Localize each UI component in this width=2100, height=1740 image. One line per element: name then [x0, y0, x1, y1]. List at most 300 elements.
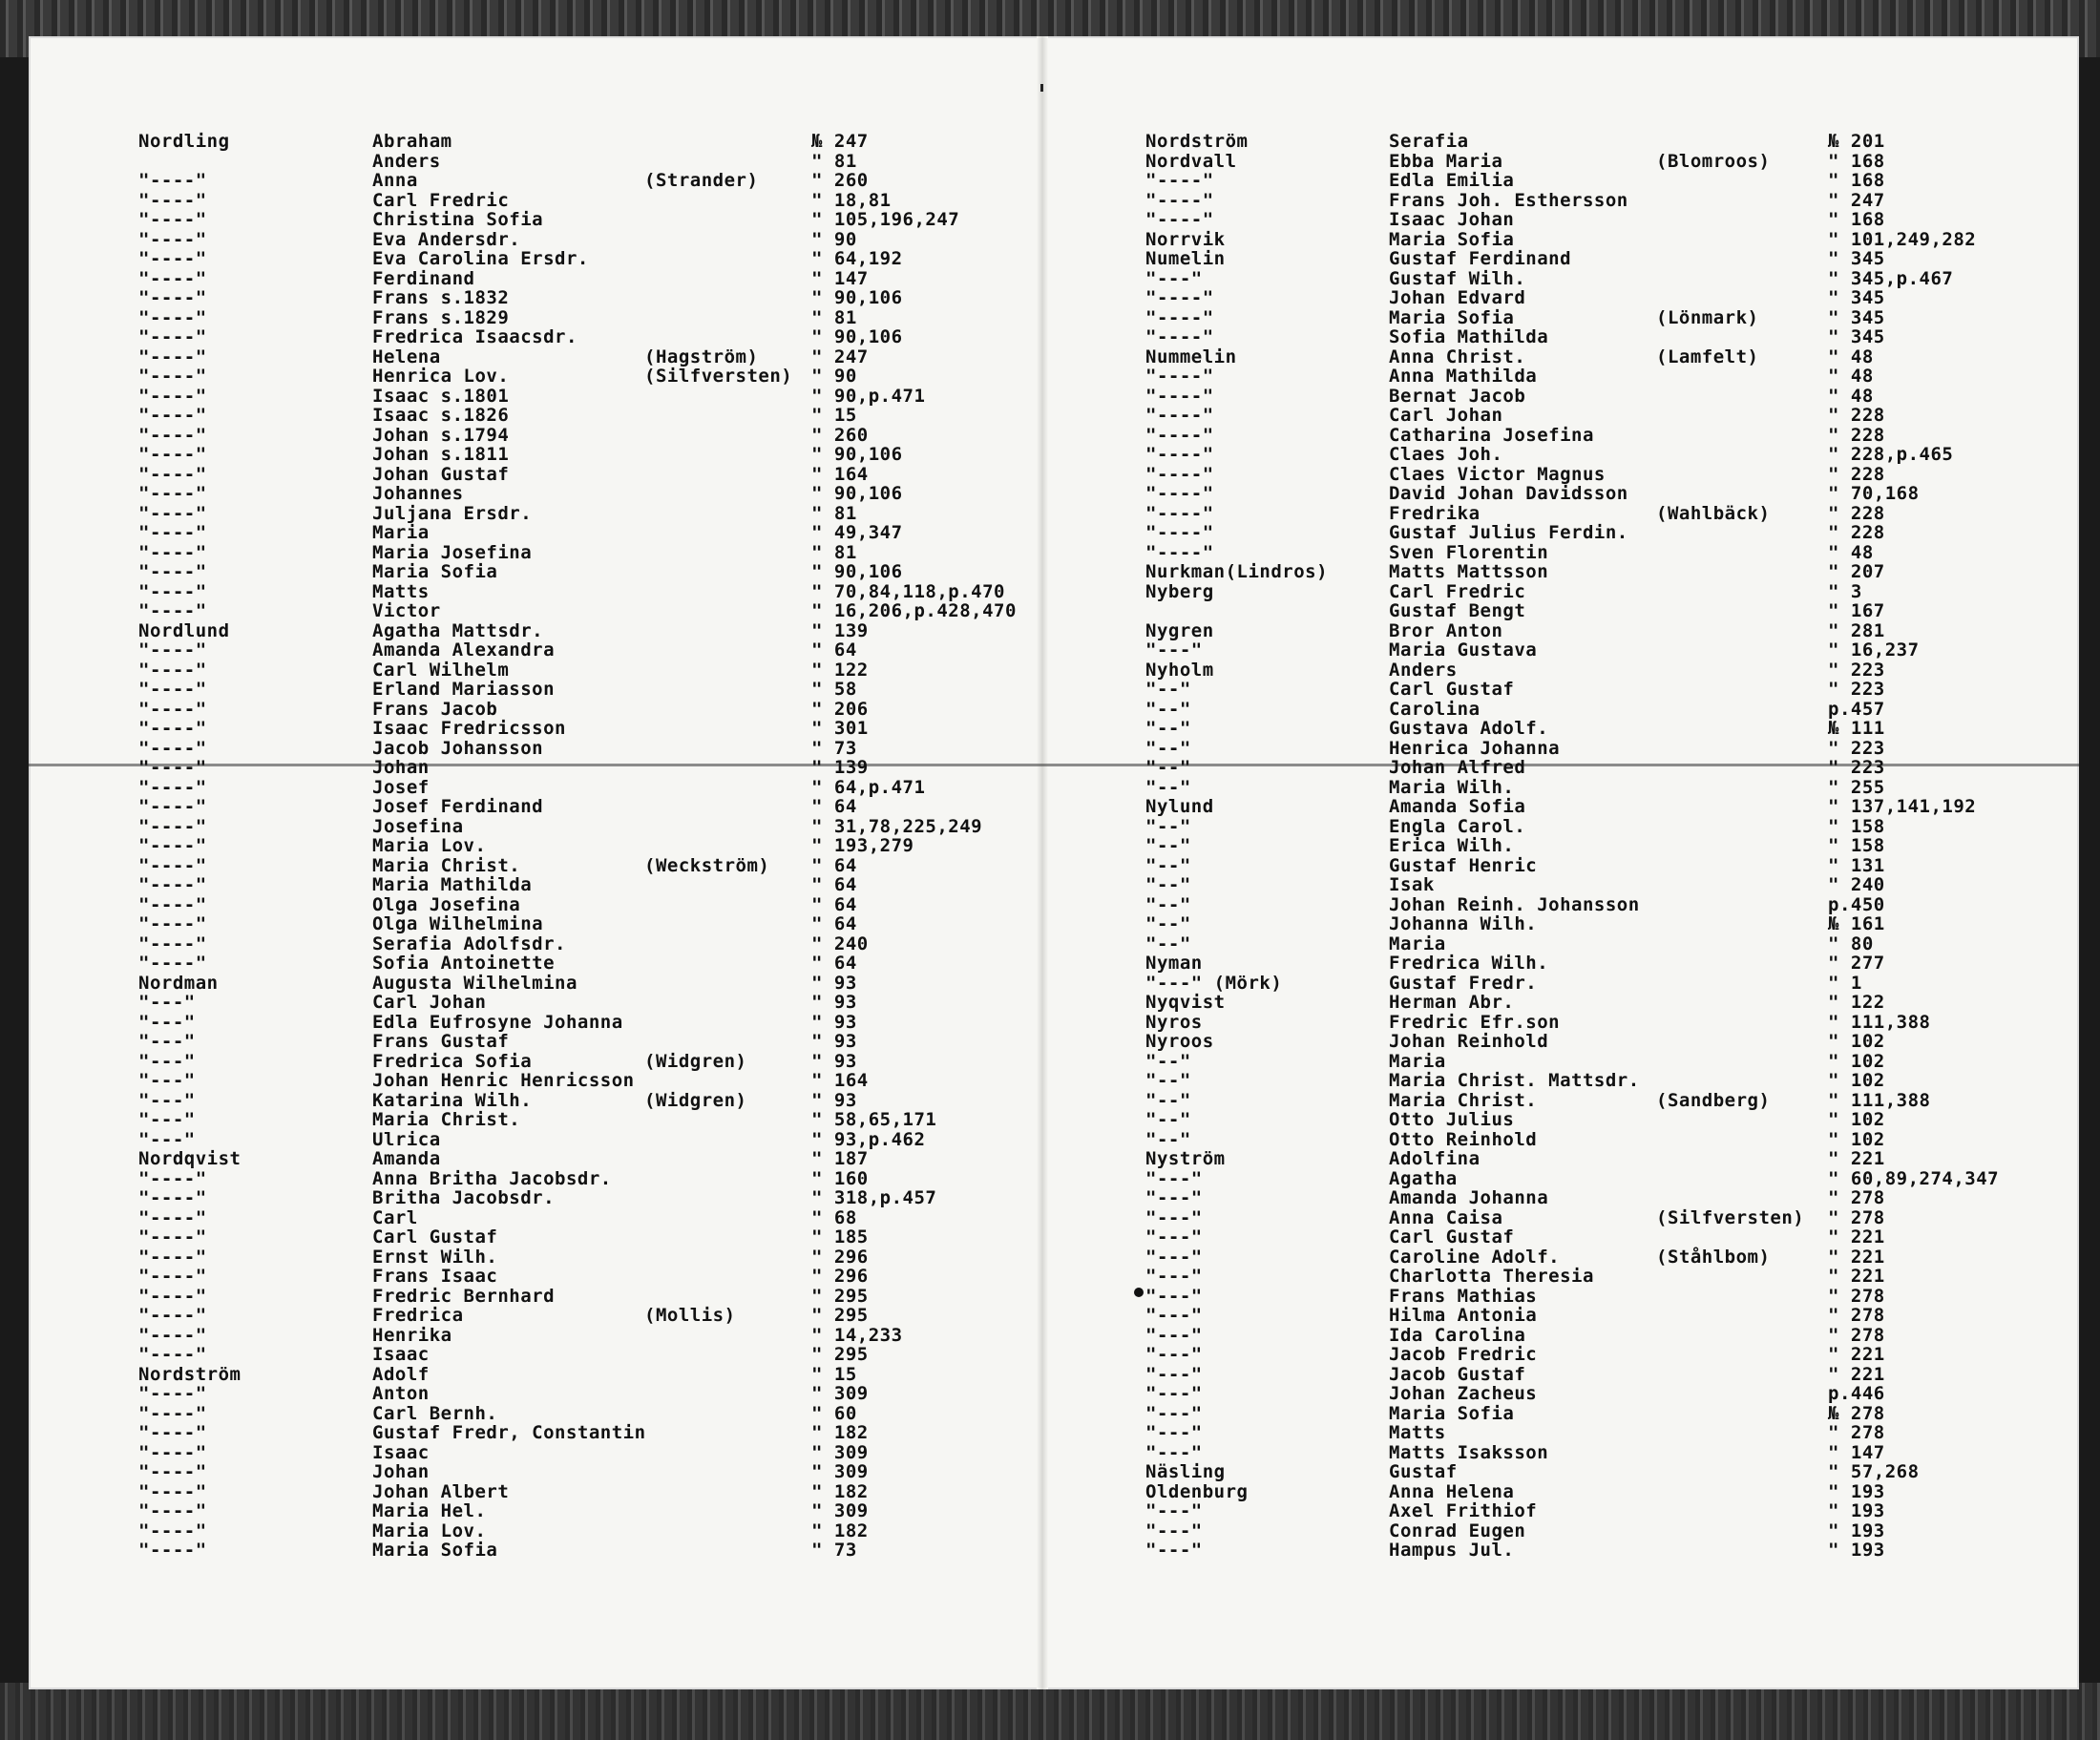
- index-entry: [138, 504, 1055, 524]
- given-name: Sven Florentin: [1389, 541, 1549, 563]
- punch-mark: [1040, 84, 1043, 92]
- surname: "--": [1145, 1128, 1191, 1150]
- page-reference: " 318,p.457: [811, 1187, 937, 1208]
- surname: "----": [138, 1441, 207, 1463]
- right-index-column: [1145, 132, 2062, 1561]
- index-entry: [138, 1169, 1055, 1189]
- surname: "--": [1145, 854, 1191, 876]
- index-entry: [138, 914, 1055, 934]
- page-reference: p.446: [1828, 1383, 1885, 1404]
- index-entry: [1145, 406, 2062, 426]
- surname: "----": [138, 835, 207, 856]
- surname: "---": [1145, 1305, 1203, 1326]
- given-name: Erica Wilh.: [1389, 835, 1515, 856]
- index-entry: [1145, 152, 2062, 172]
- page-reference: " 164: [811, 463, 869, 485]
- given-name: Gustava Adolf.: [1389, 718, 1549, 739]
- page-reference: " 48: [1828, 385, 1874, 407]
- surname: "----": [138, 424, 207, 446]
- maiden-name-note: (Weckström): [644, 854, 770, 876]
- index-entry: [1145, 1404, 2062, 1424]
- given-name: Jacob Johansson: [372, 737, 544, 759]
- surname: Nordvall: [1145, 150, 1237, 172]
- surname: "----": [1145, 522, 1214, 543]
- index-entry: [1145, 836, 2062, 856]
- index-entry: [138, 660, 1055, 681]
- index-entry: [1145, 758, 2062, 778]
- given-name: Maria Sofia: [1389, 1402, 1515, 1424]
- surname: "----": [138, 502, 207, 524]
- index-entry: [1145, 1345, 2062, 1365]
- index-entry: [1145, 954, 2062, 974]
- given-name: Agatha: [1389, 1167, 1458, 1189]
- index-entry: [138, 191, 1055, 211]
- surname: "--": [1145, 933, 1191, 954]
- surname: Nordling: [138, 131, 230, 152]
- given-name: Maria Christ.: [372, 854, 521, 876]
- surname: "--": [1145, 1089, 1191, 1111]
- given-name: Johan Gustaf: [372, 463, 510, 485]
- index-entry: [1145, 1013, 2062, 1033]
- given-name: Johan Reinhold: [1389, 1031, 1549, 1052]
- given-name: Isaac Fredricsson: [372, 718, 566, 739]
- index-entry: [1145, 308, 2062, 328]
- given-name: Henrika: [372, 1324, 452, 1346]
- page-reference: " 102: [1828, 1109, 1885, 1130]
- page-reference: " 73: [811, 1540, 857, 1561]
- surname: "----": [1145, 483, 1214, 504]
- surname: Nyström: [1145, 1148, 1226, 1169]
- given-name: Maria Gustava: [1389, 639, 1538, 660]
- surname: "----": [1145, 444, 1214, 465]
- page-reference: " 221: [1828, 1266, 1885, 1287]
- surname: "--": [1145, 1050, 1191, 1072]
- surname: "---": [1145, 1520, 1203, 1541]
- index-entry: [1145, 1130, 2062, 1150]
- index-entry: [138, 1541, 1055, 1561]
- page-reference: " 345: [1828, 248, 1885, 269]
- surname: "--": [1145, 1070, 1191, 1091]
- page-reference: " 221: [1828, 1344, 1885, 1365]
- maiden-name-note: (Wahlbäck): [1656, 502, 1771, 524]
- page-reference: " 185: [811, 1226, 869, 1247]
- page-reference: " 122: [1828, 992, 1885, 1013]
- page-reference: " 296: [811, 1266, 869, 1287]
- index-entry: [138, 1482, 1055, 1502]
- given-name: Carl: [372, 1206, 418, 1228]
- surname: "---": [1145, 1363, 1203, 1385]
- page-reference: " 64: [811, 854, 857, 876]
- given-name: Johanna Wilh.: [1389, 913, 1538, 934]
- index-entry: [138, 269, 1055, 289]
- given-name: Serafia Adolfsdr.: [372, 933, 566, 954]
- page-reference: " 247: [1828, 189, 1885, 211]
- index-entry: [1145, 934, 2062, 954]
- index-entry: [1145, 1541, 2062, 1561]
- index-entry: [1145, 974, 2062, 994]
- index-entry: [138, 1013, 1055, 1033]
- index-entry: [1145, 347, 2062, 367]
- index-entry: [1145, 1110, 2062, 1130]
- surname: "---" (Mörk): [1145, 972, 1283, 994]
- page-reference: " 64: [811, 796, 857, 817]
- index-entry: [138, 171, 1055, 191]
- surname: "----": [138, 1344, 207, 1365]
- given-name: Matts Isaksson: [1389, 1441, 1549, 1463]
- page-reference: " 277: [1828, 953, 1885, 974]
- index-page: [29, 36, 2079, 1689]
- page-reference: " 64: [811, 639, 857, 660]
- given-name: Amanda: [372, 1148, 441, 1169]
- surname: Nyroos: [1145, 1031, 1214, 1052]
- given-name: Gustaf: [1389, 1461, 1458, 1482]
- index-entry: [138, 993, 1055, 1013]
- surname: Nyqvist: [1145, 992, 1226, 1013]
- index-entry: [138, 484, 1055, 504]
- page-reference: " 64,192: [811, 248, 903, 269]
- index-entry: [138, 347, 1055, 367]
- index-entry: [1145, 778, 2062, 798]
- surname: "---": [1145, 1383, 1203, 1404]
- given-name: Eva Andersdr.: [372, 228, 521, 250]
- surname: "----": [138, 580, 207, 602]
- given-name: Fredrica Wilh.: [1389, 953, 1549, 974]
- surname: "----": [138, 366, 207, 387]
- index-entry: [1145, 191, 2062, 211]
- surname: "---": [1145, 1206, 1203, 1228]
- surname: "--": [1145, 913, 1191, 934]
- given-name: Isak: [1389, 874, 1435, 895]
- surname: "----": [138, 776, 207, 798]
- given-name: Isaac s.1826: [372, 405, 510, 426]
- index-entry: [138, 1032, 1055, 1052]
- page-reference: " 147: [1828, 1441, 1885, 1463]
- index-entry: [1145, 1188, 2062, 1208]
- index-entry: [138, 1423, 1055, 1443]
- given-name: Erland Mariasson: [372, 679, 556, 700]
- page-reference: " 90,106: [811, 326, 903, 347]
- page-reference: № 111: [1828, 718, 1885, 739]
- page-reference: " 102: [1828, 1050, 1885, 1072]
- given-name: Johan Henric Henricsson: [372, 1070, 635, 1091]
- given-name: Maria Mathilda: [372, 874, 533, 895]
- index-entry: [1145, 1384, 2062, 1404]
- page-reference: " 102: [1828, 1031, 1885, 1052]
- given-name: Helena: [372, 346, 441, 367]
- page-reference: " 193: [1828, 1500, 1885, 1521]
- index-entry: [1145, 993, 2062, 1013]
- given-name: Fredrika: [1389, 502, 1480, 524]
- page-reference: " 93: [811, 1031, 857, 1052]
- given-name: Gustaf Wilh.: [1389, 267, 1526, 289]
- page-reference: " 221: [1828, 1226, 1885, 1247]
- page-reference: " 168: [1828, 150, 1885, 172]
- page-reference: " 90,106: [811, 483, 903, 504]
- given-name: Fredric Bernhard: [372, 1285, 556, 1307]
- given-name: Maria: [372, 522, 430, 543]
- surname: "----": [138, 463, 207, 485]
- surname: "--": [1145, 874, 1191, 895]
- given-name: Carl Johan: [372, 992, 487, 1013]
- surname: "---": [1145, 1246, 1203, 1268]
- surname: "---": [1145, 1441, 1203, 1463]
- given-name: Otto Reinhold: [1389, 1128, 1538, 1150]
- surname: "----": [138, 679, 207, 700]
- index-entry: [138, 1326, 1055, 1346]
- index-entry: [138, 1052, 1055, 1072]
- given-name: Anders: [1389, 659, 1458, 681]
- surname: "----": [138, 444, 207, 465]
- index-entry: [138, 1130, 1055, 1150]
- index-entry: [138, 387, 1055, 407]
- surname: "----": [138, 1167, 207, 1189]
- surname: Numelin: [1145, 248, 1226, 269]
- index-entry: [138, 210, 1055, 230]
- surname: "---": [1145, 1402, 1203, 1424]
- page-reference: " 295: [811, 1285, 869, 1307]
- surname: "----": [138, 1266, 207, 1287]
- page-reference: " 345: [1828, 287, 1885, 308]
- page-reference: " 60,89,274,347: [1828, 1167, 2000, 1189]
- page-reference: " 278: [1828, 1285, 1885, 1307]
- given-name: Frans s.1832: [372, 287, 510, 308]
- page-reference: " 64,p.471: [811, 776, 926, 798]
- maiden-name-note: (Lönmark): [1656, 306, 1759, 328]
- maiden-name-note: (Blomroos): [1656, 150, 1771, 172]
- page-reference: " 255: [1828, 776, 1885, 798]
- surname: "--": [1145, 1109, 1191, 1130]
- surname: Nylund: [1145, 796, 1214, 817]
- page-reference: " 345: [1828, 306, 1885, 328]
- index-entry: [138, 1306, 1055, 1326]
- surname: Nordlund: [138, 619, 230, 641]
- index-entry: [1145, 582, 2062, 602]
- given-name: Adolfina: [1389, 1148, 1480, 1169]
- page-reference: " 16,237: [1828, 639, 1920, 660]
- given-name: Abraham: [372, 131, 452, 152]
- given-name: Ferdinand: [372, 267, 475, 289]
- index-entry: [138, 152, 1055, 172]
- surname: "----": [138, 1540, 207, 1561]
- page-reference: " 93: [811, 1011, 857, 1033]
- page-reference: " 228: [1828, 463, 1885, 485]
- surname: "----": [138, 796, 207, 817]
- left-index-column: [138, 132, 1055, 1561]
- index-entry: [1145, 640, 2062, 660]
- index-entry: [1145, 327, 2062, 347]
- given-name: Ebba Maria: [1389, 150, 1503, 172]
- given-name: Matts Mattsson: [1389, 561, 1549, 582]
- index-entry: [1145, 523, 2062, 543]
- index-entry: [1145, 1091, 2062, 1111]
- index-entry: [1145, 621, 2062, 641]
- surname: "----": [138, 326, 207, 347]
- surname: "----": [138, 893, 207, 915]
- given-name: Katarina Wilh.: [372, 1089, 533, 1111]
- index-entry: [138, 308, 1055, 328]
- index-entry: [138, 758, 1055, 778]
- surname: "----": [138, 1461, 207, 1482]
- index-entry: [1145, 171, 2062, 191]
- page-reference: " 240: [1828, 874, 1885, 895]
- page-reference: " 64: [811, 953, 857, 974]
- page-reference: " 15: [811, 405, 857, 426]
- surname: Nurkman(Lindros): [1145, 561, 1329, 582]
- page-reference: " 139: [811, 619, 869, 641]
- surname: Nummelin: [1145, 346, 1237, 367]
- page-reference: " 15: [811, 1363, 857, 1385]
- surname: "--": [1145, 815, 1191, 837]
- surname: "----": [138, 1480, 207, 1502]
- given-name: Fredrica Isaacsdr.: [372, 326, 578, 347]
- maiden-name-note: (Sandberg): [1656, 1089, 1771, 1111]
- surname: "----": [138, 1324, 207, 1346]
- surname: "----": [138, 737, 207, 759]
- given-name: Jacob Gustaf: [1389, 1363, 1526, 1385]
- given-name: Fredrica Sofia: [372, 1050, 533, 1072]
- index-entry: [138, 1462, 1055, 1482]
- page-reference: " 168: [1828, 209, 1885, 230]
- page-reference: " 158: [1828, 835, 1885, 856]
- index-entry: [1145, 601, 2062, 621]
- surname: "----": [138, 170, 207, 191]
- surname: Nygren: [1145, 619, 1214, 641]
- page-reference: " 296: [811, 1246, 869, 1268]
- surname: "----": [138, 385, 207, 407]
- index-entry: [1145, 1247, 2062, 1268]
- page-reference: " 122: [811, 659, 869, 681]
- index-entry: [1145, 367, 2062, 387]
- page-reference: " 223: [1828, 757, 1885, 778]
- index-entry: [1145, 1071, 2062, 1091]
- index-entry: [138, 1345, 1055, 1365]
- index-entry: [1145, 1306, 2062, 1326]
- given-name: Amanda Alexandra: [372, 639, 556, 660]
- given-name: Hampus Jul.: [1389, 1540, 1515, 1561]
- given-name: Frans Mathias: [1389, 1285, 1538, 1307]
- given-name: Agatha Mattsdr.: [372, 619, 544, 641]
- page-reference: " 111,388: [1828, 1011, 1931, 1033]
- index-entry: [1145, 660, 2062, 681]
- surname: "----": [138, 405, 207, 426]
- given-name: Anna Helena: [1389, 1480, 1515, 1502]
- given-name: Carl Fredric: [372, 189, 510, 211]
- surname: "--": [1145, 679, 1191, 700]
- page-reference: " 309: [811, 1500, 869, 1521]
- surname: "---": [138, 1070, 196, 1091]
- surname: Nyman: [1145, 953, 1203, 974]
- index-entry: [138, 836, 1055, 856]
- page-reference: " 16,206,p.428,470: [811, 600, 1017, 621]
- surname: Nyberg: [1145, 580, 1214, 602]
- surname: "----": [1145, 189, 1214, 211]
- page-reference: " 102: [1828, 1070, 1885, 1091]
- index-entry: [138, 249, 1055, 269]
- given-name: Carl Bernh.: [372, 1402, 498, 1424]
- surname: "---": [1145, 1226, 1203, 1247]
- ink-blot: [1134, 1288, 1144, 1297]
- page-reference: " 295: [811, 1305, 869, 1326]
- index-entry: [138, 621, 1055, 641]
- index-entry: [1145, 680, 2062, 700]
- given-name: Ulrica: [372, 1128, 441, 1150]
- surname: Nyros: [1145, 1011, 1203, 1033]
- given-name: Jacob Fredric: [1389, 1344, 1538, 1365]
- index-entry: [138, 1267, 1055, 1287]
- given-name: Olga Wilhelmina: [372, 913, 544, 934]
- surname: "----": [138, 1226, 207, 1247]
- page-reference: " 193: [1828, 1520, 1885, 1541]
- surname: "---": [138, 1128, 196, 1150]
- given-name: Olga Josefina: [372, 893, 521, 915]
- given-name: Conrad Eugen: [1389, 1520, 1526, 1541]
- page-reference: " 93: [811, 972, 857, 994]
- index-entry: [1145, 465, 2062, 485]
- page-reference: " 48: [1828, 346, 1874, 367]
- index-entry: [138, 700, 1055, 720]
- surname: "----": [1145, 366, 1214, 387]
- surname: Nordman: [138, 972, 219, 994]
- surname: "---": [1145, 1167, 1203, 1189]
- page-reference: " 90: [811, 366, 857, 387]
- surname: "---": [1145, 1187, 1203, 1208]
- index-entry: [1145, 132, 2062, 152]
- given-name: Anna Christ.: [1389, 346, 1526, 367]
- surname: "----": [138, 1383, 207, 1404]
- index-entry: [1145, 875, 2062, 895]
- page-reference: " 187: [811, 1148, 869, 1169]
- surname: "---": [138, 1031, 196, 1052]
- index-entry: [1145, 562, 2062, 582]
- surname: "---": [1145, 1344, 1203, 1365]
- surname: "----": [138, 718, 207, 739]
- surname: "----": [138, 1187, 207, 1208]
- index-entry: [138, 132, 1055, 152]
- given-name: Henrica Johanna: [1389, 737, 1561, 759]
- page-reference: " 57,268: [1828, 1461, 1920, 1482]
- scanner-edge-bottom: [0, 1683, 2100, 1740]
- surname: "----": [138, 346, 207, 367]
- page-reference: " 228: [1828, 405, 1885, 426]
- given-name: Johan Albert: [372, 1480, 510, 1502]
- surname: "----": [138, 933, 207, 954]
- surname: "----": [138, 1285, 207, 1307]
- index-entry: [1145, 1032, 2062, 1052]
- surname: "---": [1145, 267, 1203, 289]
- page-reference: " 64: [811, 893, 857, 915]
- given-name: Johan s.1811: [372, 444, 510, 465]
- page-reference: " 206: [811, 698, 869, 720]
- given-name: Maria Lov.: [372, 835, 487, 856]
- page-reference: " 90,106: [811, 561, 903, 582]
- given-name: Maria Christ. Mattsdr.: [1389, 1070, 1640, 1091]
- given-name: Johan Alfred: [1389, 757, 1526, 778]
- index-entry: [138, 601, 1055, 621]
- index-entry: [1145, 1365, 2062, 1385]
- index-entry: [138, 1227, 1055, 1247]
- given-name: Bror Anton: [1389, 619, 1503, 641]
- page-reference: " 228: [1828, 424, 1885, 446]
- index-entry: [1145, 1149, 2062, 1169]
- given-name: Johan Zacheus: [1389, 1383, 1538, 1404]
- given-name: Maria Hel.: [372, 1500, 487, 1521]
- index-entry: [138, 1247, 1055, 1268]
- index-entry: [138, 895, 1055, 915]
- page-reference: " 301: [811, 718, 869, 739]
- given-name: Serafia: [1389, 131, 1469, 152]
- index-entry: [1145, 1287, 2062, 1307]
- index-entry: [1145, 1482, 2062, 1502]
